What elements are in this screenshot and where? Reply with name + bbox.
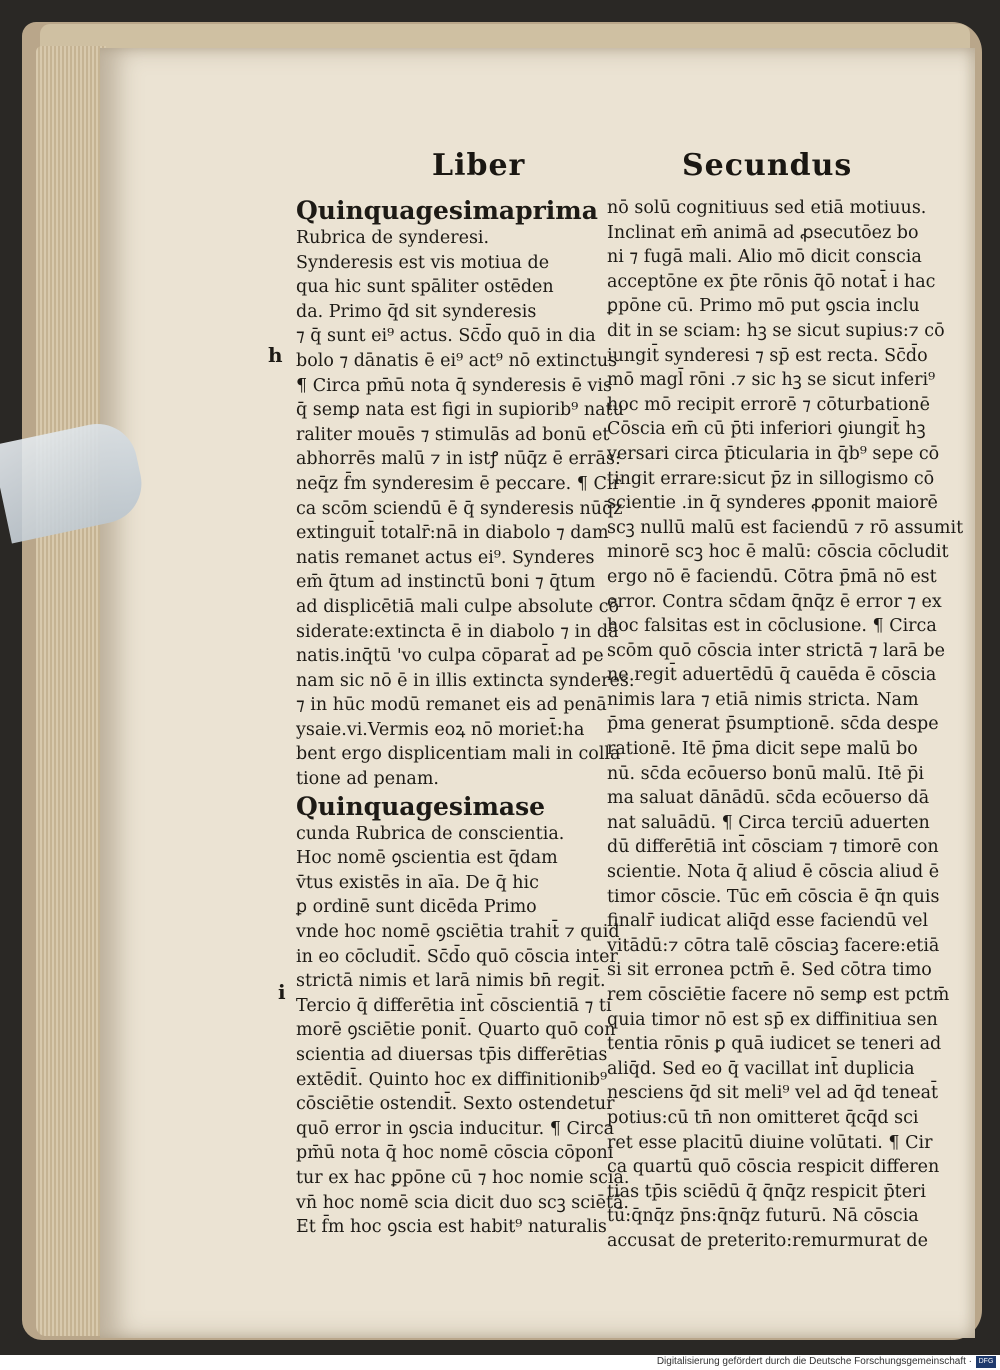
text-line: si sit erronea pctm̄ ē. Sed cōtra timo [607,960,932,981]
text-column-left [296,196,635,1240]
text-line: ne regit̄ aduertēdū q̄ cauēda ē cōscia [607,665,937,686]
running-head-right: Secundus [682,148,853,183]
text-line: nō solū cognitiuus sed etiā motiuus. [607,198,927,218]
text-line: vitādū:⁊ cōtra talē cōsciaꝫ facere:etiā [607,935,940,956]
text-line: ca quartū quō cōscia respicit differen [607,1157,940,1178]
text-line: ad displicētiā mali culpe absolute cō [296,596,620,617]
text-line: rem cōsciētie facere nō semꝑ est pctm̄ [607,985,950,1005]
text-line: neq̄z f̄m synderesim ē peccare. ¶ Cir [296,473,621,494]
text-line: bent ergo displicentiam mali in colla [296,744,621,765]
text-line: timor cōscie. Tūc em̄ cōscia ē q̄n quis [607,886,940,907]
text-line: ergo nō ē faciendū. Cōtra p̄mā nō est [607,566,937,587]
text-line: dit in se sciam: hꝫ se sicut supius:⁊ cō [607,320,945,341]
text-line: tū:q̄nq̄z p̄ns:q̄nq̄z futurū. Nā cōscia [607,1206,919,1227]
text-line: scientie. Nota q̄ aliud ē cōscia aliud ē [607,862,940,883]
text-line: aliq̄d. Sed eo q̄ vacillat int̄ duplicia [607,1058,915,1079]
text-line: morē ꝯsciētie ponit̄. Quarto quō con [296,1020,616,1041]
text-line: versari circa p̄ticularia in q̄b⁹ sepe cō [607,443,940,464]
book-top-edge [40,24,970,50]
text-line: strictā nimis et larā nimis bn̄ regit̄. [296,971,606,992]
text-line: nat saluādū. ¶ Circa terciū aduerten [607,812,930,833]
text-line: minorē scꝫ hoc ē malū: cōscia cōcludit [607,542,949,563]
text-line: pm̄ū nota q̄ hoc nomē cōscia cōponi [296,1143,614,1164]
text-line: natis remanet actus ei⁹. Synderes [296,547,595,568]
text-line: Inclinat em̄ animā ad ꝓsecutōez bo [607,222,919,243]
text-line: dū differētiā int̄ cōsciam ⁊ timorē con [607,837,939,858]
text-line: ret esse placitū diuine volūtati. ¶ Cir [607,1132,933,1153]
text-line: ꝑ ordinē sunt dicēda Primo [296,897,537,918]
text-line: hoc falsitas est in cōclusione. ¶ Circa [607,616,937,637]
text-line: raliter mouēs ⁊ stimulās ad bonū et [296,424,610,445]
text-line: q̄ semꝑ nata est figi in supiorib⁹ natu [296,400,624,421]
text-line: in eo cōcludit̄. Sc̄d̄o quō cōscia inter [296,946,618,967]
text-line: Et f̄m hoc ꝯscia est habit⁹ naturalis [296,1217,607,1238]
text-line: tione ad penam. [296,769,439,790]
running-head-left: Liber [432,148,526,183]
text-line: extēdit̄. Quinto hoc ex diffinitionib⁹ [296,1069,608,1090]
text-line: ¶ Circa pm̄ū nota q̄ synderesis ē vis [296,375,612,396]
text-line: scꝫ nullū malū est faciendū ⁊ rō assumit [607,517,964,538]
text-line: Tercio q̄ differētia int̄ cōscientiā ⁊ ti [296,995,612,1016]
text-line: ni ⁊ fugā mali. Alio mō dicit conscia [607,247,922,268]
text-line: Quinquagesimaprima [296,196,598,225]
text-line: p̄ma generat p̄sumptionē. sc̄da despe [607,714,939,735]
text-line: ⁊ q̄ sunt ei⁹ actus. Sc̄d̄o quō in dia [296,326,596,347]
text-line: bolo ⁊ dānatis ē ei⁹ act⁹ nō extinctus [296,350,618,371]
text-line: Rubrica de synderesi. [296,228,490,248]
text-line: ysaie.vi.Vermis eoꝝ nō moriet̄:ha [296,719,585,740]
funding-notice: Digitalisierung gefördert durch die Deutsche Forschungsgemeinschaft · [656,1356,972,1367]
text-line: qua hic sunt spāliter ostēden [296,277,554,298]
text-line: vn̄ hoc nomē scia dicit duo scꝫ sciētā. [296,1192,630,1213]
text-line: nam sic nō ē in illis extincta synderes: [296,670,635,691]
text-line: da. Primo q̄d sit synderesis [296,301,537,322]
text-line: cunda Rubrica de conscientia. [296,823,565,844]
text-line: error. Contra sc̄dam q̄nq̄z ē error ⁊ ex [607,591,942,612]
text-line: tur ex hac ꝑpōne cū ⁊ hoc nomie scia. [296,1167,630,1188]
margin-letter: i [278,980,286,1004]
text-line: finalr̄ iudicat aliq̄d esse faciendū vel [607,911,929,932]
text-line: Cōscia em̄ cū p̄ti inferiori ꝯiungit̄ hꝫ [607,419,926,440]
text-line: scientia ad diuersas tp̄is differētias [296,1045,608,1065]
text-line: nesciens q̄d sit meli⁹ vel ad q̄d teneat̄ [607,1083,939,1104]
text-line: ⁊ in hūc modū remanet eis ad penā [296,695,607,716]
text-line: quō error in ꝯscia inducitur. ¶ Circa [296,1118,615,1139]
text-line: iungit̄ synderesi ⁊ sp̄ est recta. Sc̄d̄o [607,345,928,366]
text-line: Quinquagesimase [296,791,546,821]
text-line: Synderesis est vis motiua de [296,252,550,273]
text-line: mō magl̄ rōni .⁊ sic hꝫ se sicut inferi⁹ [607,370,936,391]
text-line: tentia rōnis ꝑ quā iudicet se teneri ad [607,1034,942,1055]
text-line: accusat de preterito:remurmurat de [607,1230,928,1251]
text-line: quia timor nō est sp̄ ex diffinitiua sen [607,1009,938,1030]
text-line: acceptōne ex p̄te rōnis q̄ō notat̄ i hac [607,271,936,292]
text-line: natis.inq̄tū 'vo culpa cōparat̄ ad pe [296,646,604,667]
text-column-right [607,196,964,1254]
text-line: nū. sc̄da ecōuerso bonū malū. Itē p̄i [607,763,924,784]
text-line: scientie .in q̄ synderes ꝓponit maiorē [607,493,938,514]
text-line: ma saluat dānādū. sc̄da ecōuerso dā [607,788,930,809]
text-line: hoc mō recipit errorē ⁊ cōturbationē [607,394,930,415]
text-line: nimis lara ⁊ etiā nimis stricta. Nam [607,689,919,710]
text-line: siderate:extincta ē in diabolo ⁊ in dā [296,621,619,642]
text-line: Hoc nomē ꝯscientia est q̄dam [296,848,558,869]
text-line: tias tp̄is sciēdū q̄ q̄nq̄z respicit p̄teri [607,1181,927,1202]
page-stack [36,46,106,1336]
text-line: ꝑpōne cū. Primo mō put ꝯscia inclu [607,296,920,317]
text-line: v̄tus existēs in aīa. De q̄ hic [296,872,539,893]
text-line: extinguit̄ totalr̄:nā in diabolo ⁊ dam [296,523,609,544]
footer-bar [0,1355,1000,1370]
dfg-logo: DFG [976,1356,996,1368]
text-line: scōm quō cōscia inter strictā ⁊ larā be [607,640,945,661]
margin-letter: h [268,343,283,367]
text-line: abhorrēs malū ⁊ in istꝭ nūq̄z ē errās: [296,449,621,470]
text-line: vnde hoc nomē ꝯsciētia trahit̄ ⁊ quid [296,922,620,943]
text-line: cōsciētie ostendit̄. Sexto ostendetur [296,1094,615,1115]
text-line: rationē. Itē p̄ma dicit sepe malū bo [607,739,918,760]
text-line: tingit errare:sicut p̄z in sillogismo cō [607,468,935,489]
text-line: em̄ q̄tum ad instinctū boni ⁊ q̄tum [296,572,596,593]
text-line: potius:cū tn̄ non omitteret q̄cq̄d sci [607,1107,919,1128]
text-line: ca scōm sciendū ē q̄ synderesis nūq̄z [296,498,623,519]
